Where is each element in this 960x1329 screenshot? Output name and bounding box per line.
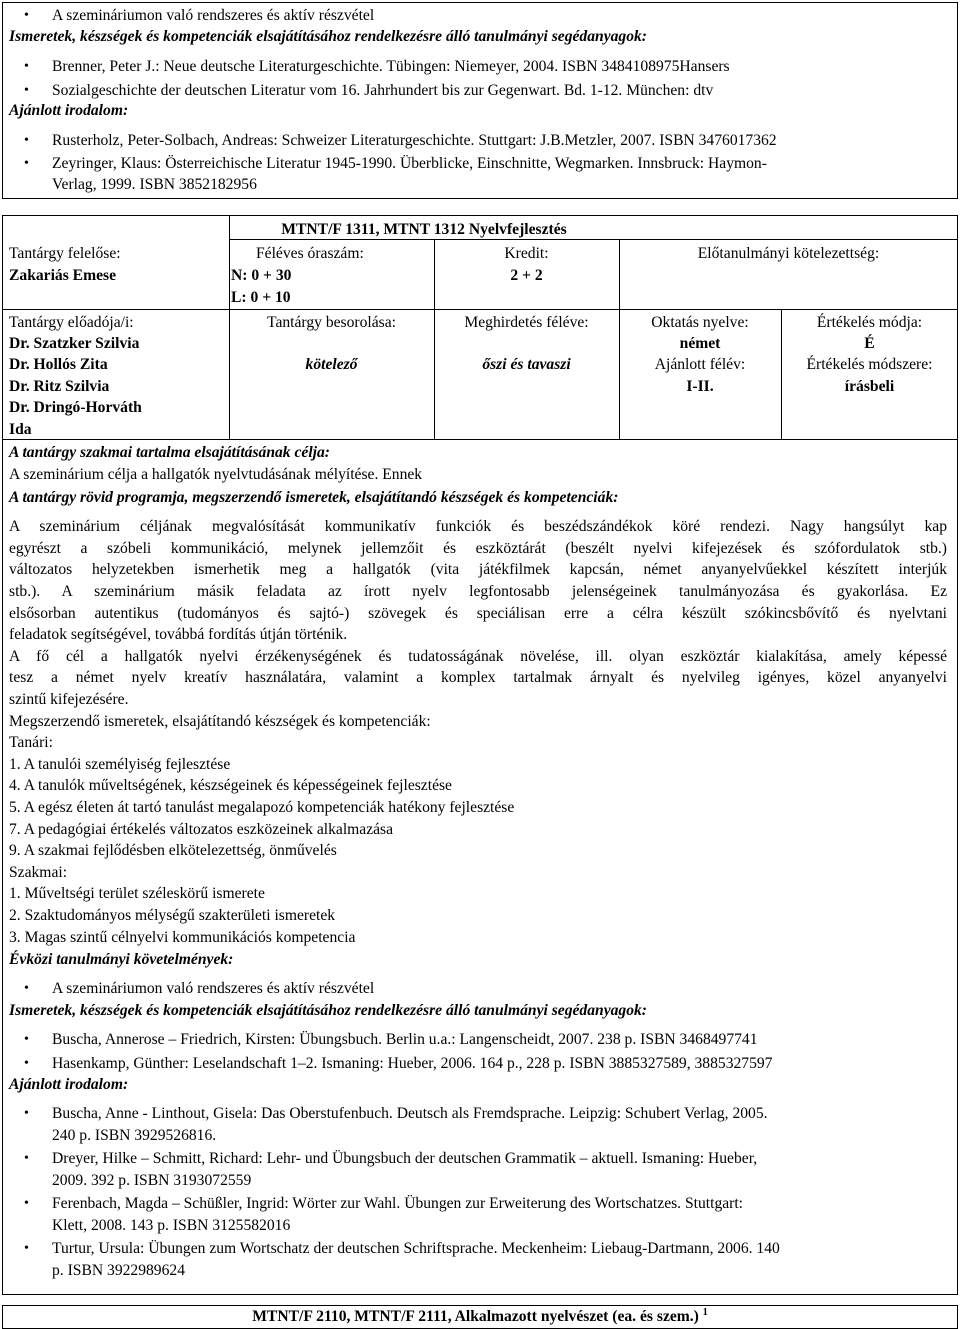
teacher-item: 4. A tanulók műveltségének, készségeinek és képességeinek fejlesztése [9, 777, 452, 794]
program-text-line: A szeminárium céljának megvalósítását kommunikatív funkciók és beszédszándékok köré rendezi. Nagy hangsúlyt kap [9, 518, 947, 535]
hours-label: Féléves óraszám: [256, 245, 364, 262]
professional-label: Szakmai: [9, 864, 68, 881]
professional-item: 2. Szaktudományos mélységű szakterületi ismeretek [9, 907, 336, 924]
materials-heading: Ismeretek, készségek és kompetenciák elsajátításához rendelkezésre álló tanulmányi segédanyagok: [9, 28, 647, 45]
hours-n: N: 0 + 30 [231, 267, 292, 284]
recommended-heading: Ajánlott irodalom: [9, 102, 129, 119]
evaluation-value: É [864, 335, 875, 352]
lecturer-name: Dr. Szatzker Szilvia [9, 335, 140, 352]
materials-heading: Ismeretek, készségek és kompetenciák elsajátításához rendelkezésre álló tanulmányi segédanyagok: [9, 1002, 647, 1019]
responsible-label: Tantárgy felelőse: [9, 245, 121, 262]
lecturer-name: Ida [9, 421, 32, 438]
program-text-line: szintű kifejezésére. [9, 691, 129, 708]
list-item: • Brenner, Peter J.: Neue deutsche Literaturgeschichte. Tübingen: Niemeyer, 2004. ISBN 3484108975Hansers [52, 57, 950, 76]
course-title: MTNT/F 1311, MTNT 1312 Nyelvfejlesztés [281, 221, 567, 238]
list-item: • A szemináriumon való rendszeres és aktív részvétel [52, 6, 950, 25]
credit-value: 2 + 2 [510, 267, 543, 284]
evaluation-label: Értékelés módja: [816, 314, 923, 331]
list-item: • Buscha, Anne - Linthout, Gisela: Das Oberstufenbuch. Deutsch als Fremdsprache. Leipzig: Schubert Verlag, 2005. [52, 1104, 950, 1123]
aim-heading: A tantárgy szakmai tartalma elsajátításának célja: [9, 444, 330, 461]
list-item: • Sozialgeschichte der deutschen Literatur vom 16. Jahrhundert bis zur Gegenwart. Bd. 1-12. München: dtv [52, 81, 950, 100]
evaluation-method-label: Értékelés módszere: [806, 356, 933, 373]
program-text-line: egyrészt a szóbeli kommunikáció, melynek jellemzőit és eszköztárát (beszélt nyelvi kifejezések és szófordulatok stb.) [9, 540, 947, 557]
list-item: • Turtur, Ursula: Übungen zum Wortschatz der deutschen Schriftsprache. Meckenheim: Liebaug-Dartmann, 2006. 140 [52, 1239, 950, 1258]
recommended-semester-label: Ajánlott félév: [654, 356, 746, 373]
program-heading: A tantárgy rövid programja, megszerzendő ismeretek, elsajátítandó készségek és kompetenciák: [9, 489, 619, 506]
list-item: • Hasenkamp, Günther: Leselandschaft 1–2. Ismaning: Hueber, 2006. 164 p., 228 p. ISBN 3885327589, 3885327597 [52, 1054, 950, 1073]
hours-l: L: 0 + 10 [231, 289, 291, 306]
aim-text: A szeminárium célja a hallgatók nyelvtudásának mélyítése. Ennek [9, 466, 423, 483]
program-text-line: változatos helyzetekben ismerhetik meg a hallgatók (vita játékfilmek kapcsán, német anyanyelvűekkel készített interjúk [9, 561, 947, 578]
list-item: • Zeyringer, Klaus: Österreichische Literatur 1945-1990. Überblicke, Einschnitte, Wegmarken. Innsbruck: Haymon- [52, 154, 950, 173]
classification-label: Tantárgy besorolása: [267, 314, 396, 331]
language-label: Oktatás nyelve: [651, 314, 749, 331]
professional-item: 1. Műveltségi terület széleskörű ismerete [9, 885, 265, 902]
recommended-semester-value: I-II. [686, 378, 714, 395]
lecturer-name: Dr. Hollós Zita [9, 356, 108, 373]
professional-item: 3. Magas szintű célnyelvi kommunikációs kompetencia [9, 929, 356, 946]
lecturer-name: Dr. Dringó-Horváth [9, 399, 142, 416]
teacher-item: 7. A pedagógiai értékelés változatos eszközeinek alkalmazása [9, 821, 394, 838]
lecturer-name: Dr. Ritz Szilvia [9, 378, 110, 395]
list-item: • Rusterholz, Peter-Solbach, Andreas: Schweizer Literaturgeschichte. Stuttgart: J.B.Metzler, 2007. ISBN 3476017362 [52, 131, 950, 150]
program-text-line: elsősorban autentikus (tudományos és sajtó-) szövegek és speciálisan erre a célra készült szókincsbővítő és nyelvtani [9, 605, 947, 622]
lecturers-label: Tantárgy előadója/i: [9, 314, 134, 331]
list-item: • Ferenbach, Magda – Schüßler, Ingrid: Wörter zur Wahl. Übungen zur Erweiterung des Wortschatzes. Stuttgart: [52, 1194, 950, 1213]
list-item-continued: Verlag, 1999. ISBN 3852182956 [52, 176, 257, 193]
prereq-label: Előtanulmányi kötelezettség: [697, 245, 880, 262]
skills-intro: Megszerzendő ismeretek, elsajátítandó készségek és kompetenciák: [9, 713, 431, 730]
language-value: német [679, 335, 721, 352]
semester-label: Meghirdetés féléve: [464, 314, 589, 331]
classification-value: kötelező [305, 356, 358, 373]
teacher-label: Tanári: [9, 734, 53, 751]
requirements-heading: Évközi tanulmányi követelmények: [9, 951, 234, 968]
list-item-continued: Klett, 2008. 143 p. ISBN 3125582016 [52, 1217, 291, 1234]
list-item-continued: p. ISBN 3922989624 [52, 1262, 185, 1279]
list-item-continued: 2009. 392 p. ISBN 3193072559 [52, 1172, 252, 1189]
list-item: • Dreyer, Hilke – Schmitt, Richard: Lehr- und Übungsbuch der deutschen Grammatik – aktuell. Ismaning: Hueber, [52, 1149, 950, 1168]
responsible-name: Zakariás Emese [9, 267, 116, 284]
program-text-line: stb.). A szeminárium másik feladata az írott nyelv legfontosabb jelenségeinek tanulmányozása és gyakorlása. Ez [9, 583, 947, 600]
list-item: • Buscha, Annerose – Friedrich, Kirsten: Übungsbuch. Berlin u.a.: Langenscheidt, 2007. 238 p. ISBN 3468497741 [52, 1030, 950, 1049]
program-text-line: tesz a német nyelv kreatív használatára, valamint a komplex tartalmak árnyalt és nyelvileg igényes, közel anyanyelvi [9, 669, 947, 686]
footnote-marker: 1 [702, 1306, 708, 1318]
teacher-item: 5. A egész életen át tartó tanulást megalapozó kompetenciák hatékony fejlesztése [9, 799, 515, 816]
list-item: • A szemináriumon való rendszeres és aktív részvétel [52, 979, 950, 998]
teacher-item: 9. A szakmai fejlődésben elkötelezettség, önművelés [9, 842, 337, 859]
next-course-title-text: MTNT/F 2110, MTNT/F 2111, Alkalmazott nyelvészet (ea. és szem.) [252, 1308, 699, 1325]
credit-label: Kredit: [504, 245, 549, 262]
program-text-line: A fő cél a hallgatók nyelvi érzékenységének és tudatosságának növelése, ill. olyan eszköztár kialakítása, amely képessé [9, 648, 947, 665]
list-item-continued: 240 p. ISBN 3929526816. [52, 1127, 217, 1144]
program-text-line: feladatok segítségével, továbbá fordítás útján történik. [9, 626, 348, 643]
teacher-item: 1. A tanulói személyiség fejlesztése [9, 756, 231, 773]
semester-value: őszi és tavaszi [482, 356, 571, 373]
recommended-heading: Ajánlott irodalom: [9, 1076, 129, 1093]
next-course-title [2, 1307, 958, 1326]
evaluation-method-value: írásbeli [844, 378, 895, 395]
